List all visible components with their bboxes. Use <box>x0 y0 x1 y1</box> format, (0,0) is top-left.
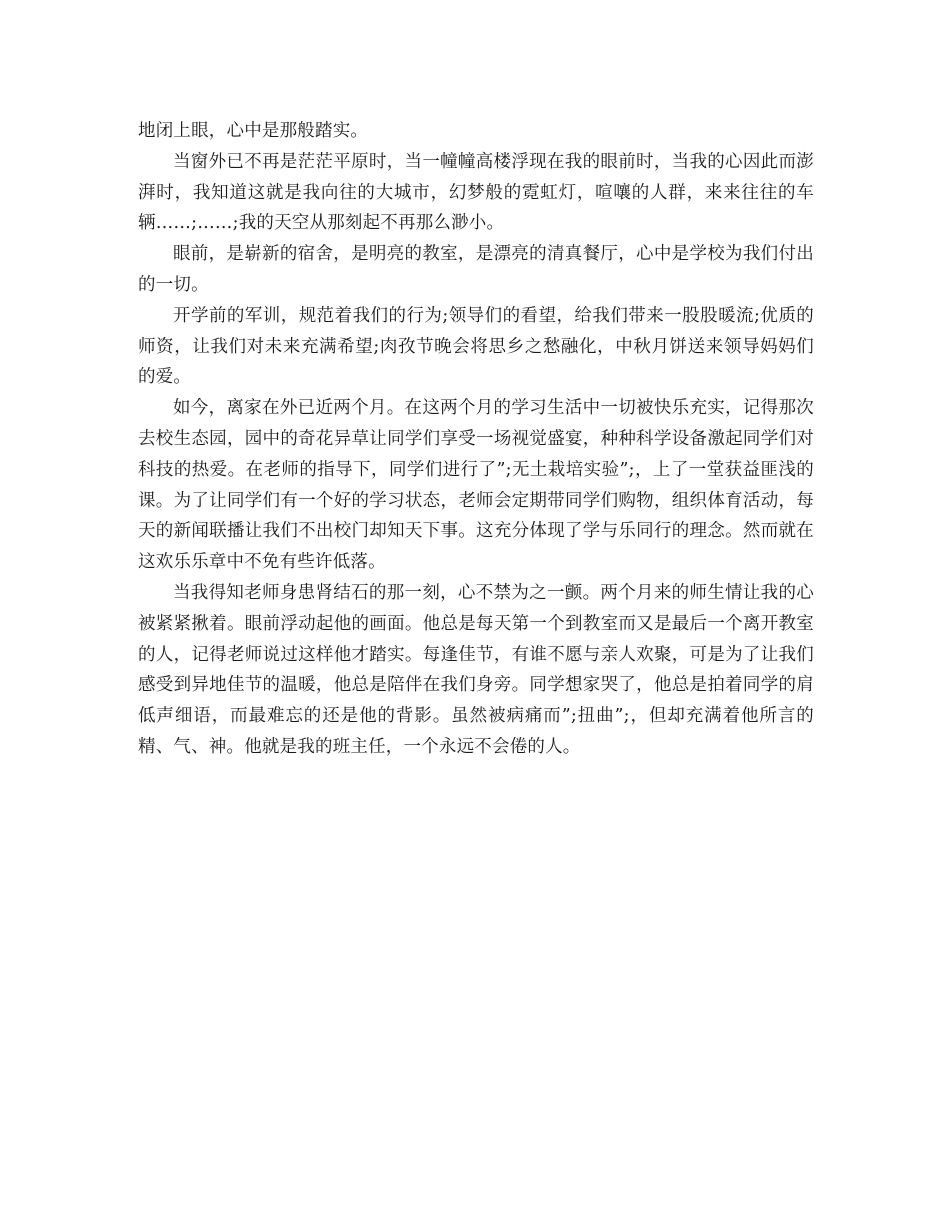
document-body <box>138 116 814 763</box>
paragraph-3: 眼前，是崭新的宿舍，是明亮的教室，是漂亮的清真餐厅，心中是学校为我们付出的一切。 <box>138 244 814 295</box>
paragraph-4: 开学前的军训，规范着我们的行为;领导们的看望，给我们带来一股股暖流;优质的师资，让我们对未来充满希望;肉孜节晚会将思乡之愁融化，中秋月饼送来领导妈妈们的爱。 <box>138 305 814 388</box>
paragraph-6: 当我得知老师身患肾结石的那一刻，心不禁为之一颤。两个月来的师生情让我的心被紧紧揪着。眼前浮动起他的画面。他总是每天第一个到教室而又是最后一个离开教室的人，记得老师说过这样他才踏实。每逢佳节，有谁不愿与亲人欢聚，可是为了让我们感受到异地佳节的温暖，他总是陪伴在我们身旁。同学想家哭了，他总是拍着同学的肩低声细语，而最难忘的还是他的背影。虽然被病痛而”;扭曲”;，但却充满着他所言的精、气、神。他就是我的班主任，一个永远不会倦的人。 <box>138 582 814 757</box>
paragraph-5: 如今，离家在外已近两个月。在这两个月的学习生活中一切被快乐充实，记得那次去校生态园，园中的奇花异草让同学们享受一场视觉盛宴，种种科学设备激起同学们对科技的热爱。在老师的指导下，同学们进行了”;无土栽培实验”;，上了一堂获益匪浅的课。为了让同学们有一个好的学习状态，老师会定期带同学们购物，组织体育活动，每天的新闻联播让我们不出校门却知天下事。这充分体现了学与乐同行的理念。然而就在这欢乐乐章中不免有些许低落。 <box>138 398 814 573</box>
paragraph-1: 地闭上眼，心中是那般踏实。 <box>138 121 369 141</box>
paragraph-2: 当窗外已不再是茫茫平原时，当一幢幢高楼浮现在我的眼前时，当我的心因此而澎湃时，我知道这就是我向往的大城市，幻梦般的霓虹灯，喧嚷的人群，来来往往的车辆……;……;我的天空从那刻起不再那么渺小。 <box>138 151 814 234</box>
